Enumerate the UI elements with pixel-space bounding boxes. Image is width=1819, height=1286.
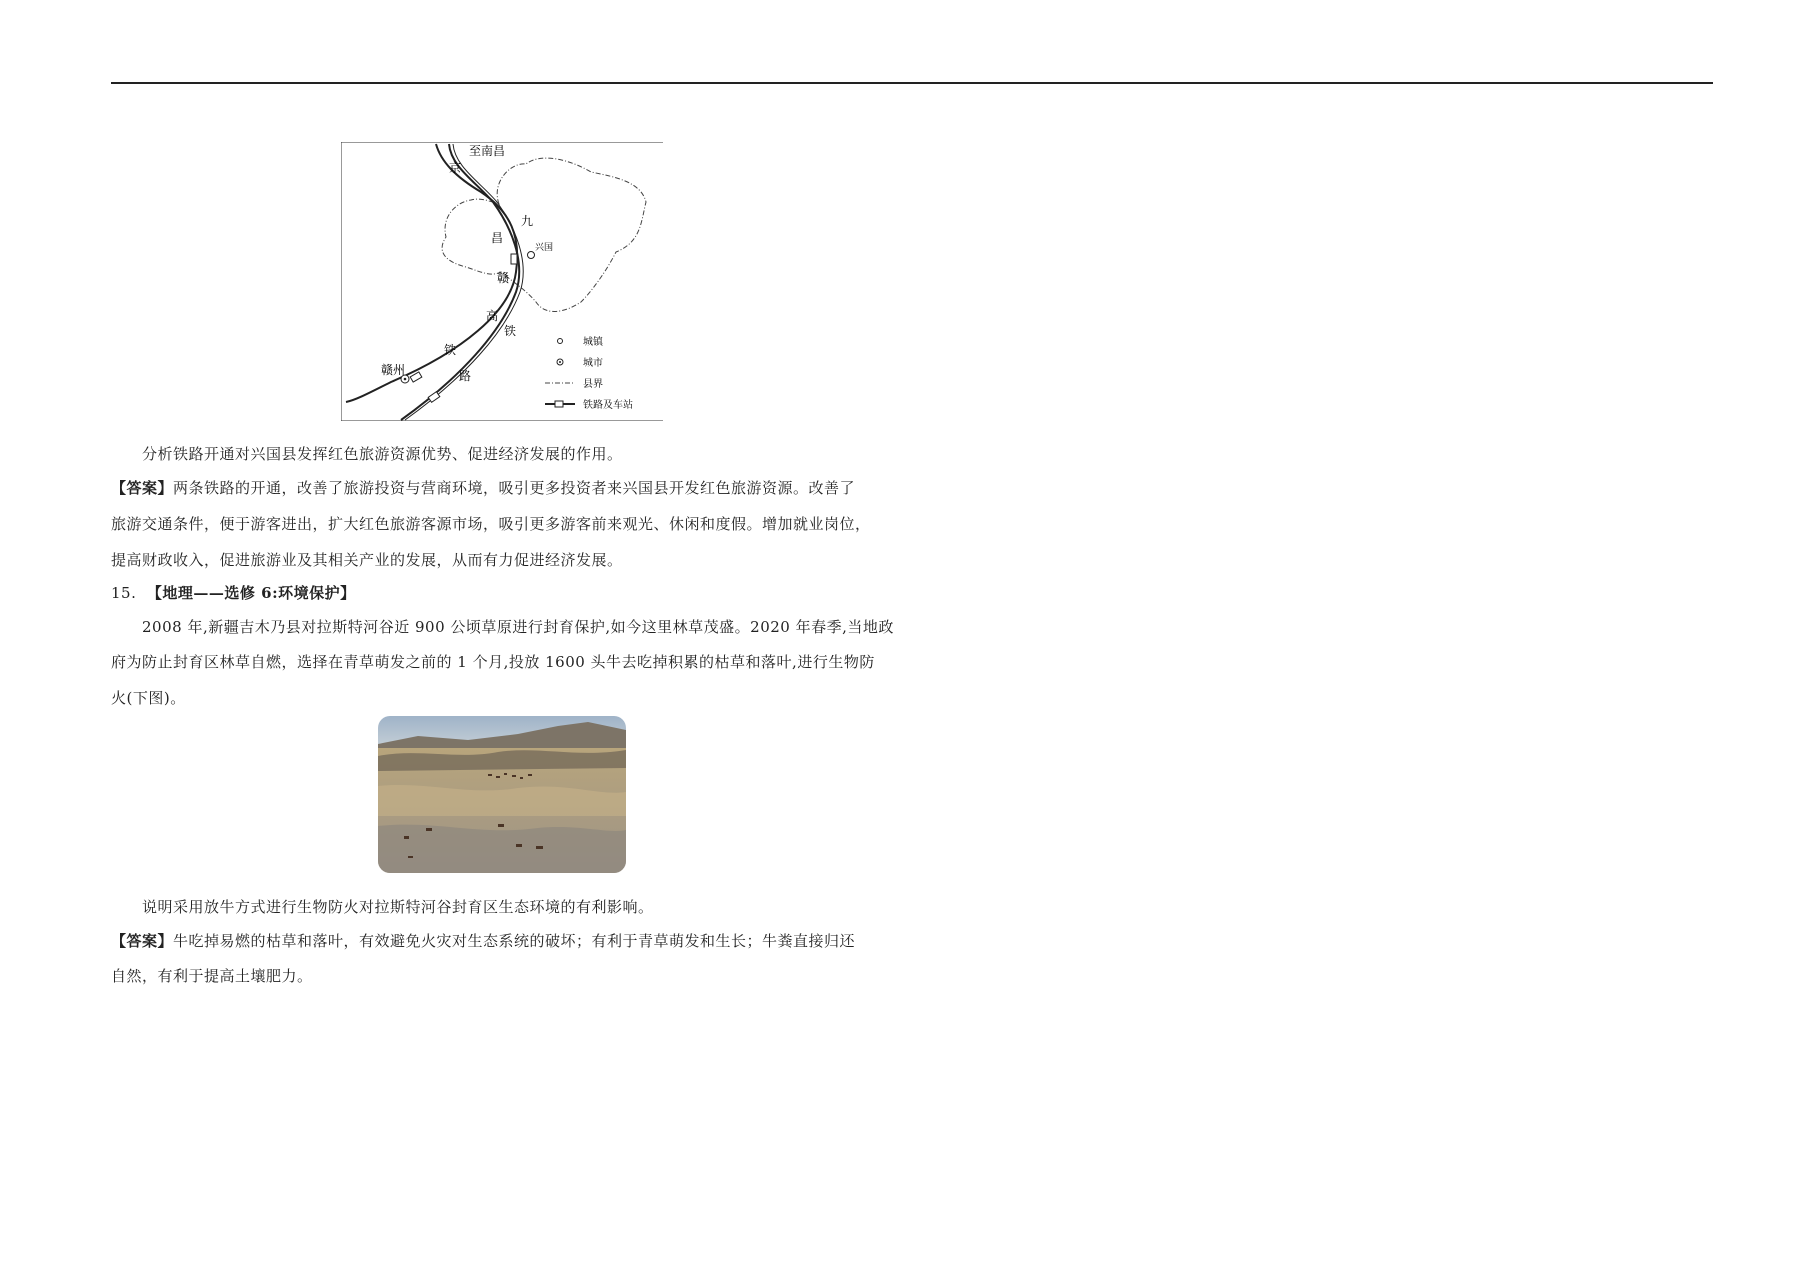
q14-question: 分析铁路开通对兴国县发挥红色旅游资源优势、促进经济发展的作用。: [142, 445, 623, 463]
label-jiu: 九: [521, 214, 534, 228]
q15-number: 15.: [111, 584, 137, 602]
q14-answer-text1: 两条铁路的开通，改善了旅游投资与营商环境，吸引更多投资者来兴国县开发红色旅游资源。改善了: [173, 479, 856, 497]
label-lu: 路: [459, 369, 472, 383]
q15-heading: [111, 583, 356, 603]
q15-answer-line1: [111, 931, 855, 951]
railway-line-jingjiu: [346, 144, 517, 402]
label-gan: 赣: [497, 271, 510, 285]
label-tie2: 铁: [444, 343, 457, 357]
q15-answer-text1: 牛吃掉易燃的枯草和落叶，有效避免火灾对生态系统的破坏；有利于青草萌发和生长；牛粪直接归还: [173, 932, 856, 950]
label-to-nanchang: 至南昌: [469, 144, 506, 158]
q15-answer-tag: 【答案】: [111, 932, 174, 950]
q15-stem-line1: 2008 年,新疆吉木乃县对拉斯特河谷近 900 公顷草原进行封育保护,如今这里林草茂盛。2020 年春季,当地政: [142, 618, 894, 636]
q15-title: 【地理——选修 6:环境保护】: [146, 584, 356, 602]
label-xingguo: 兴国: [535, 243, 554, 253]
station-xingguo: [511, 254, 517, 264]
q15-stem-line2: 府为防止封育区林草自燃，选择在青草萌发之前的 1 个月,投放 1600 头牛去吃掉积累的枯草和落叶,进行生物防: [111, 653, 875, 671]
label-tie: 铁: [504, 324, 517, 338]
q14-answer-tag: 【答案】: [111, 479, 174, 497]
q15-answer-line2: 自然，有利于提高土壤肥力。: [111, 967, 313, 985]
legend-county-border: 县界: [583, 379, 603, 390]
cattle-grazing-photo: [378, 716, 626, 873]
q14-answer-line2: 旅游交通条件，便于游客进出，扩大红色旅游客源市场，吸引更多游客前来观光、休闲和度假。增加就业岗位，: [111, 515, 871, 533]
railway-map-figure: [341, 142, 663, 421]
q15-stem-line3: 火(下图)。: [111, 689, 186, 707]
label-gao: 高: [486, 309, 499, 323]
legend-town: 城镇: [583, 337, 603, 348]
label-chang: 昌: [491, 231, 504, 245]
q15-question: 说明采用放牛方式进行生物防火对拉斯特河谷封育区生态环境的有利影响。: [142, 898, 654, 916]
legend-railway-station: 铁路及车站: [583, 400, 633, 411]
q14-answer-line3: 提高财政收入，促进旅游业及其相关产业的发展，从而有力促进经济发展。: [111, 551, 623, 569]
label-ganzhou: 赣州: [381, 363, 406, 377]
label-jing: 京: [449, 161, 462, 175]
header-rule: [111, 82, 1713, 84]
legend-city: 城市: [583, 358, 603, 369]
town-xingguo-marker: [528, 252, 535, 259]
q14-answer-line1: [111, 478, 855, 498]
